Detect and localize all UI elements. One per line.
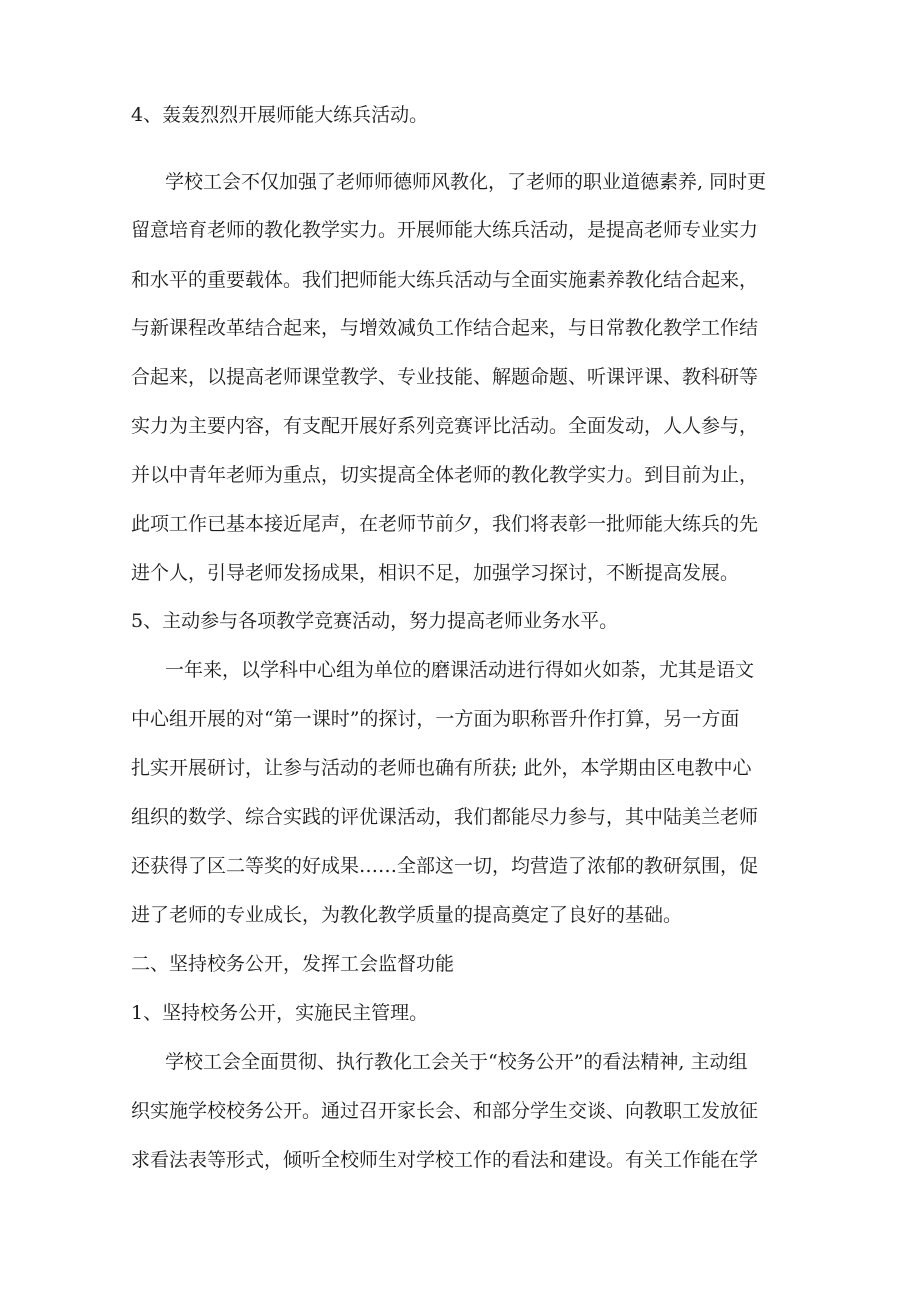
paragraph-line: 并以中青年老师为重点，切实提高全体老师的教化教学实力。到目前为止， xyxy=(131,464,759,486)
section-heading: 二、坚持校务公开，发挥工会监督功能 xyxy=(131,953,455,975)
paragraph-line: 还获得了区二等奖的好成果……全部这一切，均营造了浓郁的教研氛围，促 xyxy=(131,855,759,877)
paragraph-line: 进了老师的专业成长，为教化教学质量的提高奠定了良好的基础。 xyxy=(131,904,683,926)
paragraph-line: 织实施学校校务公开。通过召开家长会、和部分学生交谈、向教职工发放征 xyxy=(131,1100,759,1122)
heading-item-5: 5、主动参与各项教学竞赛活动，努力提高老师业务水平。 xyxy=(131,610,619,632)
paragraph-line: 学校工会全面贯彻、执行教化工会关于“校务公开”的看法精神, 主动组 xyxy=(165,1051,748,1073)
paragraph-line: 实力为主要内容，有支配开展好系列竞赛评比活动。全面发动，人人参与， xyxy=(131,415,759,437)
paragraph-line: 学校工会不仅加强了老师师德师风教化，了老师的职业道德素养, 同时更 xyxy=(165,171,767,193)
paragraph-line: 留意培育老师的教化教学实力。开展师能大练兵活动，是提高老师专业实力 xyxy=(131,219,759,241)
paragraph-line: 扎实开展研讨，让参与活动的老师也确有所获; 此外，本学期由区电教中心 xyxy=(131,757,752,779)
paragraph-line: 此项工作已基本接近尾声，在老师节前夕，我们将表彰一批师能大练兵的先 xyxy=(131,513,759,535)
paragraph-line: 组织的数学、综合实践的评优课活动，我们都能尽力参与，其中陆美兰老师 xyxy=(131,806,759,828)
paragraph-line: 合起来，以提高老师课堂教学、专业技能、解题命题、听课评课、教科研等 xyxy=(131,366,759,388)
paragraph-line: 进个人，引导老师发扬成果，相识不足，加强学习探讨，不断提高发展。 xyxy=(131,562,740,584)
heading-item-1: 1、坚持校务公开，实施民主管理。 xyxy=(131,1002,429,1024)
paragraph-line: 求看法表等形式，倾听全校师生对学校工作的看法和建设。有关工作能在学 xyxy=(131,1149,759,1171)
heading-item-4: 4、轰轰烈烈开展师能大练兵活动。 xyxy=(131,104,429,126)
paragraph-line: 中心组开展的对“第一课时”的探讨，一方面为职称晋升作打算，另一方面 xyxy=(131,708,740,730)
paragraph-line: 与新课程改革结合起来，与增效减负工作结合起来，与日常教化教学工作结 xyxy=(131,317,759,339)
paragraph-line: 和水平的重要载体。我们把师能大练兵活动与全面实施素养教化结合起来， xyxy=(131,269,759,291)
paragraph-line: 一年来，以学科中心组为单位的磨课活动进行得如火如荼，尤其是语文 xyxy=(165,659,755,681)
